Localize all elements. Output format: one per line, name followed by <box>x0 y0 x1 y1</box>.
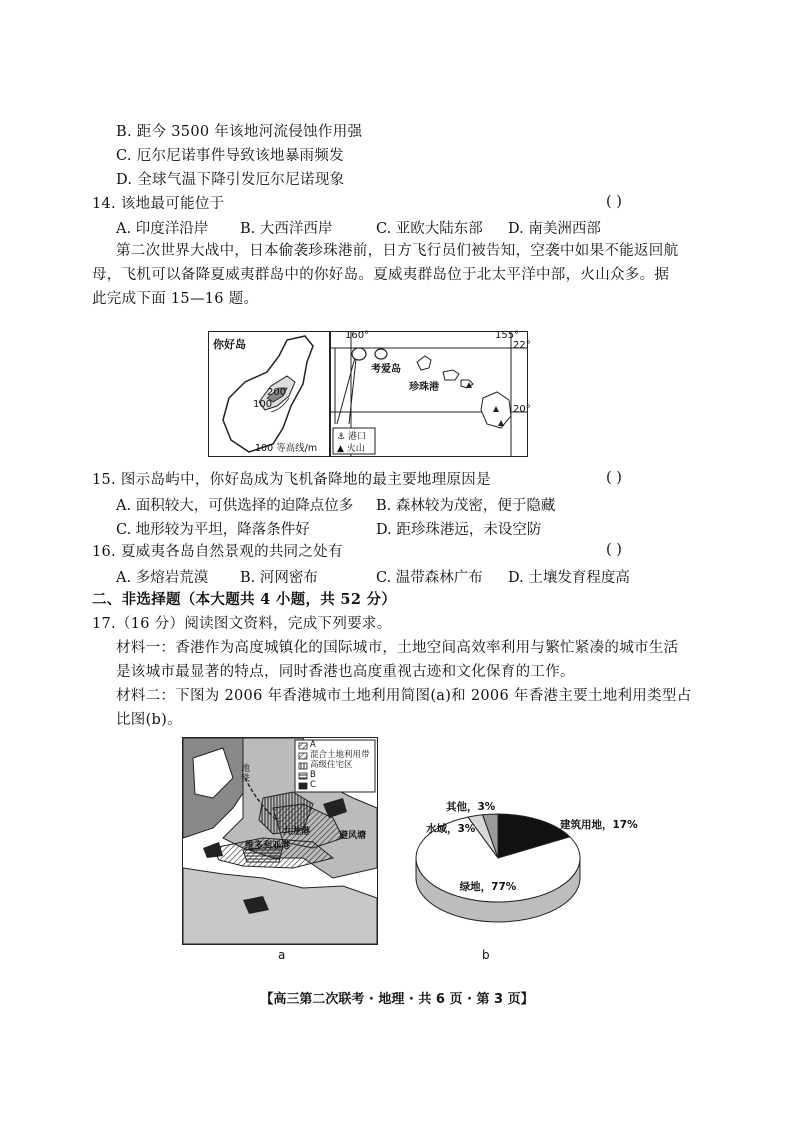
hawaii-islands-map <box>330 330 531 457</box>
section-2-heading: 二、非选择题（本大题共 4 小题，共 52 分） <box>92 591 397 608</box>
q16-option-d: D. 土壤发育程度高 <box>508 570 630 586</box>
q17-material-2-line-2: 比图(b)。 <box>116 712 182 728</box>
pie-label-water: 水域，3% <box>426 823 476 835</box>
pie-svg <box>380 780 638 950</box>
q17-material-1-line-1: 材料一：香港作为高度城镇化的国际城市，土地空间高效率利用与繁忙紧凑的城市生活 <box>116 640 679 656</box>
hongkong-land-use-map <box>182 737 378 945</box>
kowloon-label: 九龙港 <box>283 827 311 837</box>
q13-option-b: B. 距今 3500 年该地河流侵蚀作用强 <box>116 124 363 140</box>
page-footer: 【高三第二次联考 · 地理 · 共 6 页 · 第 3 页】 <box>260 992 534 1007</box>
lon-155-label: 155° <box>495 330 520 341</box>
typhoon-shelter-label: 避风塘 <box>339 831 367 841</box>
passage-line-1: 第二次世界大战中，日本偷袭珍珠港前，日方飞行员们被告知，空袭中如果不能返回航 <box>116 243 679 259</box>
q13-option-c: C. 厄尔尼诺事件导致该地暴雨频发 <box>116 148 344 164</box>
legend-port-label: 港口 <box>347 432 366 442</box>
passage-line-2: 母，飞机可以备降夏威夷群岛中的你好岛。夏威夷群岛位于北太平洋中部，火山众多。据 <box>92 267 670 283</box>
q16-option-c: C. 温带森林广布 <box>376 570 483 586</box>
niihau-island-map <box>208 331 330 457</box>
q15-option-d: D. 距珍珠港远，未设空防 <box>376 522 542 538</box>
lat-20-label: 20° <box>513 404 531 415</box>
victoria-label: 维多利亚港 <box>245 841 291 851</box>
metro-label: 地铁 <box>241 764 251 784</box>
q14-stem: 14. 该地最可能位于 <box>92 196 225 212</box>
q17-stem: 17.（16 分）阅读图文资料，完成下列要求。 <box>92 616 392 632</box>
map-a-caption: a <box>278 948 286 962</box>
kauai-label: 考爱岛 <box>371 364 401 375</box>
lat-22-label: 22° <box>513 340 531 351</box>
passage-line-3: 此完成下面 15—16 题。 <box>92 291 259 307</box>
q14-answer-paren: ( ) <box>606 194 622 210</box>
pie-label-green: 绿地，77% <box>459 881 517 893</box>
legend-c: C <box>310 780 316 790</box>
pie-label-other: 其他，3% <box>446 801 496 813</box>
lon-160-label: 160° <box>345 330 370 341</box>
pie-label-building: 建筑用地，17% <box>560 819 638 831</box>
land-use-pie-chart <box>380 780 638 950</box>
legend-a: A <box>310 740 316 750</box>
legend-port: ⚓ 港口 <box>337 432 366 442</box>
legend-b: B <box>310 770 316 780</box>
legend-volcano-label: 火山 <box>346 444 365 454</box>
q14-option-d: D. 南美洲西部 <box>508 221 601 237</box>
q14-option-a: A. 印度洋沿岸 <box>116 221 209 237</box>
q15-option-c: C. 地形较为平坦，降落条件好 <box>116 522 310 538</box>
contour-label-200: 200 <box>267 387 287 398</box>
contour-legend: 100 等高线/m <box>255 443 318 454</box>
legend-high: 高级住宅区 <box>310 760 353 770</box>
contour-label-100: 100 <box>253 399 273 410</box>
q16-answer-paren: ( ) <box>606 542 622 558</box>
q15-answer-paren: ( ) <box>606 470 622 486</box>
q13-option-d: D. 全球气温下降引发厄尔尼诺现象 <box>116 172 345 188</box>
legend-volcano: ▲ 火山 <box>337 444 365 454</box>
q15-option-a: A. 面积较大，可供选择的迫降点位多 <box>116 498 354 514</box>
island-title: 你好岛 <box>213 338 246 351</box>
pie-b-caption: b <box>482 948 490 962</box>
q14-option-c: C. 亚欧大陆东部 <box>376 221 483 237</box>
q14-option-b: B. 大西洋西岸 <box>240 221 333 237</box>
q17-material-2-line-1: 材料二：下图为 2006 年香港城市土地利用简图(a)和 2006 年香港主要土地利用类型占 <box>116 688 692 704</box>
q15-option-b: B. 森林较为茂密，便于隐藏 <box>376 498 556 514</box>
legend-mixed: 混合土地利用带 <box>310 750 370 760</box>
q15-stem: 15. 图示岛屿中，你好岛成为飞机备降地的最主要地理原因是 <box>92 472 491 488</box>
q16-stem: 16. 夏威夷各岛自然景观的共同之处有 <box>92 544 343 560</box>
q16-option-a: A. 多熔岩荒漠 <box>116 570 209 586</box>
pearl-harbor-label: 珍珠港 <box>409 382 439 393</box>
q17-material-1-line-2: 是该城市最显著的特点，同时香港也高度重视古迹和文化保育的工作。 <box>116 664 575 680</box>
q16-option-b: B. 河网密布 <box>240 570 318 586</box>
